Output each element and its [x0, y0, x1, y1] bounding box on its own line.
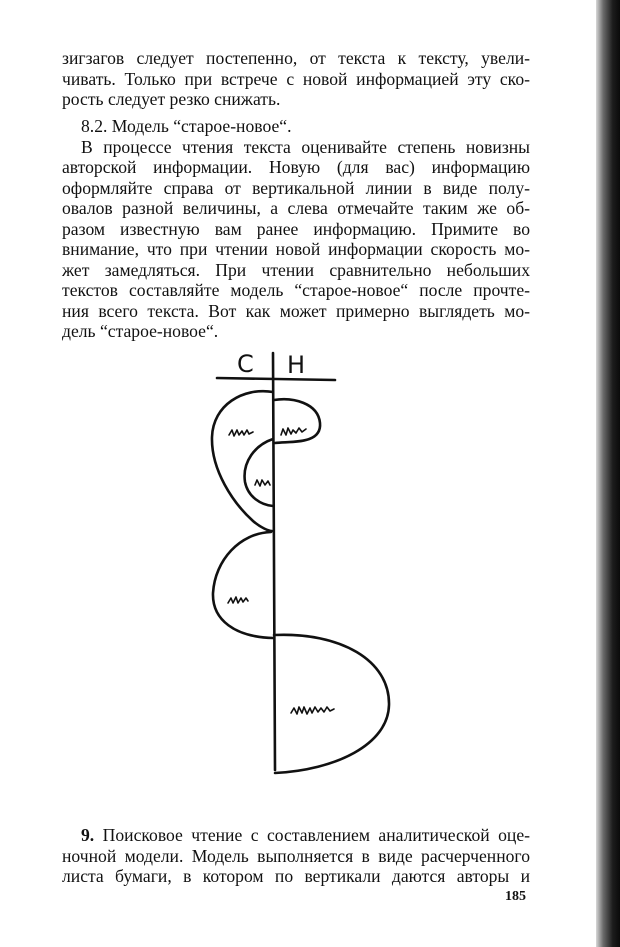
label-old: С	[237, 350, 254, 378]
text-line: разом известную вам ранее информацию. Примите во	[62, 218, 530, 239]
text-line: ночной модели. Модель выполняется в виде расчерченного	[62, 845, 530, 866]
text-line: зигзагов следует постепенно, от текста к тексту, увели-	[62, 48, 530, 68]
text-line: ния всего текста. Вот как может примерно выглядеть мо-	[62, 300, 530, 321]
text-line	[62, 825, 530, 846]
old-lobe-middle	[213, 532, 273, 638]
text-line: дель “старое-новое“.	[62, 321, 219, 341]
text-line: внимание, что при чтении новой информации скорость мо-	[62, 239, 530, 259]
text-line: овалов разной величины, а слева отмечайте таким же об-	[62, 198, 530, 218]
section-title: 8.2. Модель “старое-новое“.	[81, 116, 292, 136]
scribble-5	[291, 707, 334, 714]
new-lobe-upper	[274, 399, 320, 443]
new-lobe-lower	[274, 635, 389, 773]
text-line: авторской информации. Новую (для вас) информацию	[62, 157, 530, 177]
header-line	[217, 378, 335, 380]
text-line: оформляйте справа от вертикальной линии в виде полу-	[62, 177, 530, 198]
section-9	[62, 825, 530, 887]
text-fragment: Поисковое чтение с составлением аналитической оце-	[102, 825, 530, 845]
old-new-model-diagram	[195, 345, 405, 775]
text-line: жет замедляться. При чтении сравнительно небольших	[62, 259, 530, 280]
text-line: рость следует резко снижать.	[62, 89, 281, 109]
page-number: 185	[505, 889, 526, 904]
page-edge-shadow	[596, 0, 620, 947]
top-paragraph	[62, 48, 530, 110]
text-line: чивать. Только при встрече с новой информацией эту ско-	[62, 68, 530, 89]
scribble-2	[281, 428, 306, 435]
section-8-2	[62, 116, 530, 342]
old-lobe-upper	[212, 391, 273, 531]
text-line: листа бумаги, в котором по вертикали даются авторы и	[62, 866, 530, 886]
text-line: В процессе чтения текста оценивайте степень новизны	[81, 136, 530, 157]
scribble-1	[229, 430, 253, 436]
vertical-axis	[273, 353, 275, 770]
label-new: Н	[287, 351, 306, 379]
text-line: текстов составляйте модель “старое-новое“ после прочте-	[62, 280, 530, 300]
old-lobe-inner	[245, 439, 273, 506]
section-number: 9.	[81, 825, 95, 845]
scribble-4	[228, 597, 248, 603]
scribble-3	[255, 480, 270, 486]
